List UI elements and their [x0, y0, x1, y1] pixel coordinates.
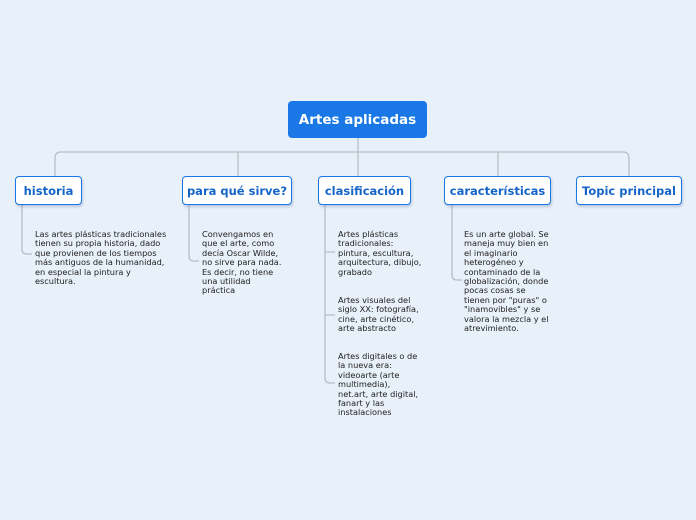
topic-clasificacion[interactable]: clasificación: [318, 176, 411, 205]
topic-historia[interactable]: historia: [15, 176, 82, 205]
connector-topic-bar: [55, 152, 629, 176]
note-artes-visuales[interactable]: Artes visuales del siglo XX: fotografía, cine, arte cinético, arte abstracto: [338, 295, 419, 334]
connector-para-que-sirve-note: [189, 205, 199, 261]
note-caracteristicas[interactable]: Es un arte global. Se maneja muy bien en el imaginario heterogéneo y contaminado de la globalización, donde pocas cosas se tienen por "puras" o "inamovibles" y se valora la mezcla y el atrevimiento.: [464, 229, 549, 334]
connector-caracteristicas-note: [452, 205, 462, 280]
note-artes-plasticas[interactable]: Artes plásticas tradicionales: pintura, escultura, arquitectura, dibujo, grabado: [338, 229, 422, 277]
topic-caracteristicas[interactable]: características: [444, 176, 551, 205]
topic-topic-principal[interactable]: Topic principal: [576, 176, 682, 205]
note-artes-digitales[interactable]: Artes digitales o de la nueva era: videoarte (arte multimedia), net.art, arte digital, fanart y las instalaciones: [338, 351, 419, 418]
topic-para-que-sirve[interactable]: para qué sirve?: [182, 176, 292, 205]
connector-historia-note: [22, 205, 32, 254]
connector-clasificacion-notes: [325, 205, 335, 383]
central-topic[interactable]: Artes aplicadas: [288, 101, 427, 138]
note-historia[interactable]: Las artes plásticas tradicionales tienen su propia historia, dado que provienen de los tiempos más antiguos de la humanidad, en especial la pintura y escultura.: [35, 229, 167, 287]
note-para-que-sirve[interactable]: Convengamos en que el arte, como decía Oscar Wilde, no sirve para nada. Es decir, no tiene una utilidad práctica: [202, 229, 282, 296]
